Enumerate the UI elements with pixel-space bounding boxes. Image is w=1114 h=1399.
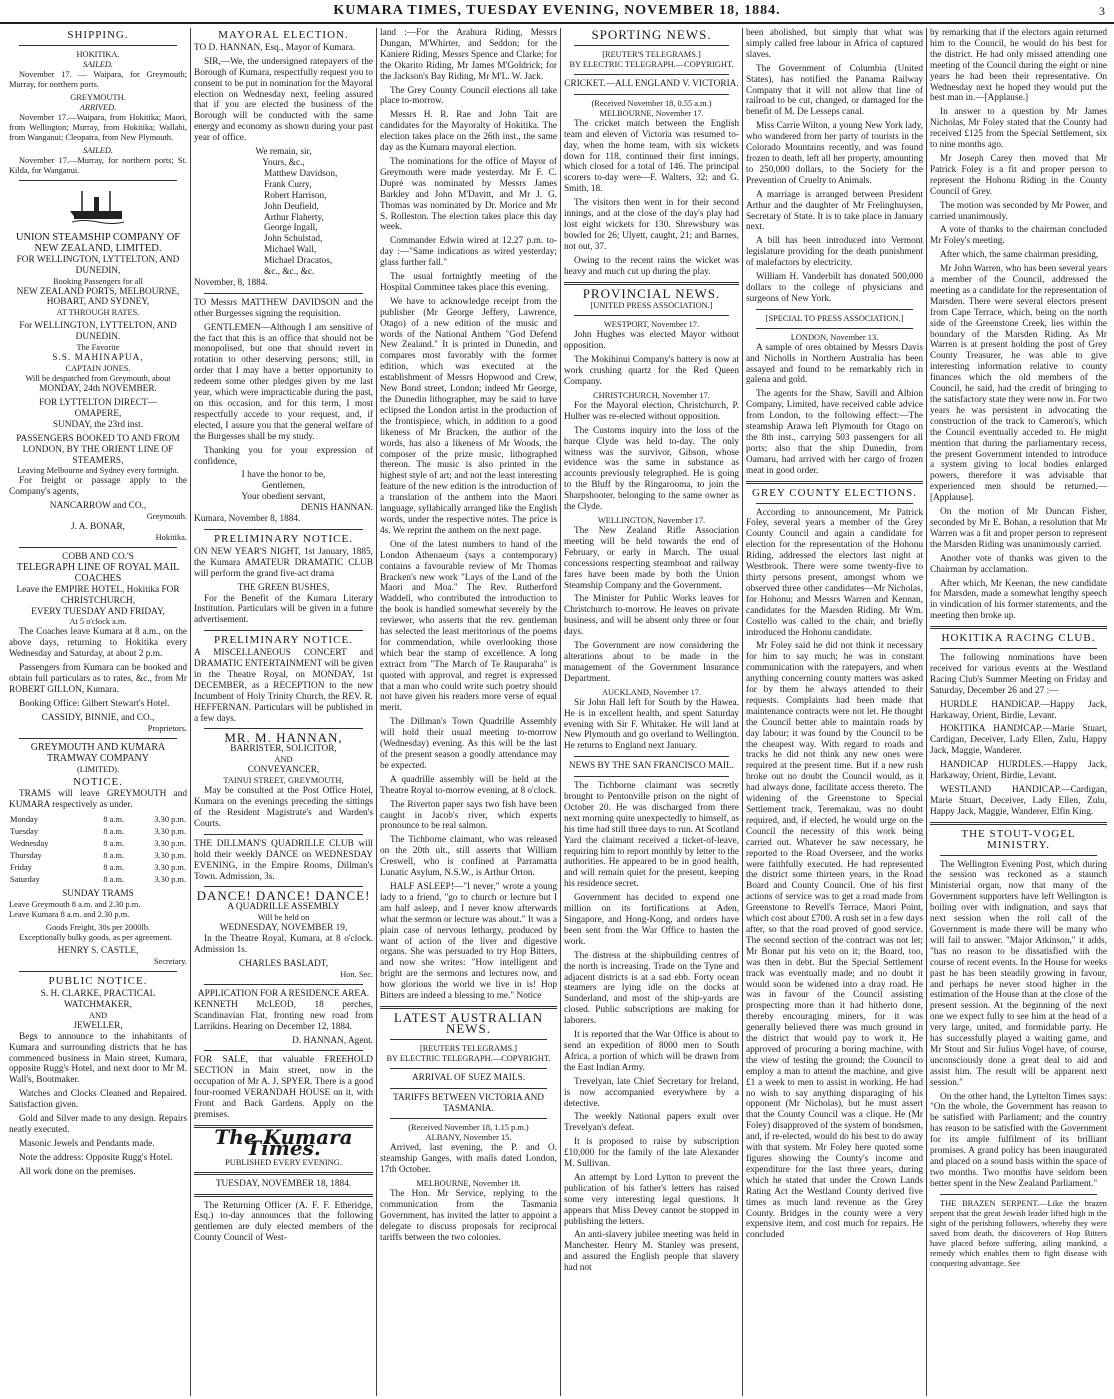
column-4 bbox=[560, 28, 742, 1396]
divider bbox=[574, 776, 729, 777]
tram-day: Wednesday bbox=[10, 839, 49, 849]
divider bbox=[19, 971, 177, 972]
hokitika-mayoralty: Messrs H. R. Rae and John Tait are candidates for the Mayoralty of Hokitika. The election takes place on the 26th inst., the same day as the Kumara mayoral election. bbox=[380, 110, 557, 154]
hannan-street: TAINUI STREET, GREYMOUTH, bbox=[223, 776, 344, 786]
tram-day: Friday bbox=[10, 863, 32, 873]
warren-text: Mr John Warren, who has been several years a member of the Council, addressed the meeting as a candidate for the representation of Marsden. There were several electors present from Cape Terrace, which, being on the north side of the Greenstone Creek, lies within the boundary of the Marsden Riding. As Mr Warren is at present holding the post of Grey County Treasurer, he was able to give interesting information relative to county finances which the old members of the Council, he said, had the credit of bringing to the satisfactory state they were now in. For two years he was persistent in advocating the construction of the track to Cameron's, which the Council eventually acceded to. He might mention that during the parliamentary recess, the present Government intended to introduce a system giving to local bodies enlarged powers, therefore it was advisable that experienced men should be returned.—[Applause]. bbox=[930, 264, 1107, 504]
tram-limited: (LIMITED). bbox=[76, 764, 120, 774]
usc-lyttelton: FOR LYTTELTON DIRECT— bbox=[39, 397, 157, 408]
sunday-trams-1: Leave Greymouth 8 a.m. and 2.30 p.m. bbox=[9, 900, 141, 910]
divider bbox=[390, 1118, 547, 1119]
sunday-trams-heading: SUNDAY TRAMS bbox=[62, 889, 134, 900]
hokitika-sailed-text: November 17. — Waipara, for Greymouth; Murray, for northern ports. bbox=[9, 69, 187, 89]
reuters-label: [REUTER'S TELEGRAMS.] bbox=[602, 49, 701, 59]
double-divider bbox=[380, 1006, 557, 1009]
divider bbox=[390, 1088, 547, 1089]
usc-ship: S.S. MAHINAPUA, bbox=[52, 353, 144, 364]
divider bbox=[574, 45, 729, 46]
another-vote-text: Another vote of thanks was given to the Chairman by acclamation. bbox=[930, 553, 1107, 575]
stout-vogel-heading: THE STOUT-VOGEL MINISTRY. bbox=[961, 827, 1076, 851]
hokitika-heading: HOKITIKA. bbox=[76, 49, 120, 59]
divider bbox=[204, 984, 363, 985]
green-bushes: THE GREEN BUSHES, bbox=[237, 582, 330, 593]
divider bbox=[756, 328, 913, 329]
reuters-label: [REUTERS TELEGRAMS.] bbox=[419, 1043, 518, 1053]
grey-elections-heading: GREY COUNTY ELECTIONS. bbox=[751, 486, 918, 499]
signer-name: Michael Wall, bbox=[264, 245, 317, 256]
tram-row bbox=[9, 826, 187, 838]
athenaeum-text: One of the latest numbers to hand of the London Athenaeum (says a contemporary) contains a favourable review of Mr Thomas Bracken's new work "Lays of the Land of the Maori and Moa." The Rev. Rutherford Waddell, who contributed the introduction to the book is handled somewhat severely by the reviewer, who asserts that the rev. gentleman has selected the least meritorious of the poems for commendation, while overlooking those which bear the stamp of excellence. A long extract from "The March of Te Rauparaha" is quoted with approval, and regret is expressed that a man who could write such poetry should not have given his readers more verse of equal merit. bbox=[380, 539, 557, 714]
greymouth-arrived-text: November 17.—Waipara, from Hokitika; Maori, from Wellington; Murray, from Hokitika; Wallabi, from Wanganui; Cleopatra, from New Plymouth. bbox=[9, 112, 187, 142]
returning-officer-text: The Returning Officer (A. F. F. Etheridge, Esq.) to-day announces that the following gentlemen are duly elected members of the County Council of West- bbox=[194, 1200, 373, 1244]
tram-day: Thursday bbox=[10, 851, 42, 861]
cobb-proprietors-title: Proprietors. bbox=[147, 723, 187, 733]
hokitika-handicap: HOKITIKA HANDICAP.—Marie Stuart, Cardigan, Deceiver, Lady Ellen, Zulu, Happy Jack, Maggie, Wanderer. bbox=[930, 724, 1107, 757]
usc-ports: NEW ZEALAND PORTS, MELBOURNE, HOBART, AND SYDNEY, bbox=[16, 286, 180, 308]
cobb-passengers: Passengers from Kumara can be booked and obtain full particulars as to rates, &c., from Mr ROBERT GILLON, Kumara. bbox=[9, 663, 187, 695]
clyde-text: The Customs inquiry into the loss of the barque Clyde was held to-day. The only witness was the survivor, Gibson, whose evidence was the same in substance as accounts previously telegraphed. He is going to the Bluff by the Ringarooma, to join the Sharpshooter, belonging to the same owner as the Clyde. bbox=[564, 425, 739, 513]
signer-name: Matthew Davidson, bbox=[264, 168, 338, 179]
signer-name: &c., &c., &c. bbox=[264, 267, 315, 278]
goods-freight: Goods Freight, 30s per 2000lb. bbox=[45, 923, 151, 933]
melbourne-dateline: MELBOURNE, November 17. bbox=[599, 108, 704, 118]
tram-pm: 3.30 p.m. bbox=[154, 851, 186, 861]
halber-text: For the Mayoral election, Christchurch, P. Hulber was re-elected without opposition. bbox=[564, 400, 739, 422]
reply-signature: DENIS HANNAN. bbox=[300, 503, 373, 514]
published-line: PUBLISHED EVERY EVENING. bbox=[225, 1157, 342, 1167]
double-divider bbox=[564, 282, 739, 285]
usc-favorite: The Favorite bbox=[76, 343, 120, 353]
cobb-days: EVERY TUESDAY AND FRIDAY, bbox=[31, 606, 165, 617]
brazen-serpent-text: THE BRAZEN SERPENT.—Like the brazen serpent that the great Jewish leader lifted high in the sight of the perishing followers, whereby they were saved from death, the discoverers of Hop Bitters have placed before suffering, ailing mankind, a remedy which enables them to fight disease with conquering advantage. See bbox=[930, 1198, 1107, 1268]
usc-title: UNION STEAMSHIP COMPANY OF NEW ZEALAND, LIMITED. bbox=[15, 231, 181, 254]
clarke-gold: Gold and Silver made to any design. Repairs neatly executed. bbox=[9, 1114, 187, 1135]
dance-heading: DANCE! DANCE! DANCE! bbox=[196, 888, 371, 904]
usc-agent-1: NANCARROW and CO., bbox=[49, 501, 147, 512]
tram-pm: 3.30 p.m. bbox=[154, 827, 186, 837]
wellington-dateline: WELLINGTON, November 17. bbox=[597, 516, 706, 525]
london-dateline: LONDON, November 13. bbox=[790, 332, 879, 342]
dance-date: WEDNESDAY, NOVEMBER 19, bbox=[219, 923, 348, 934]
usc-passengers: PASSENGERS BOOKED TO AND FROM LONDON, BY THE ORIENT LINE OF STEAMERS, bbox=[16, 433, 180, 466]
albany-dateline: ALBANY, November 15. bbox=[425, 1133, 512, 1143]
divider bbox=[204, 630, 363, 631]
arrived-label: ARRIVED. bbox=[79, 102, 117, 112]
quadrille-text: A quadrille assembly will be held at the Theatre Royal to-morrow evening, at 8 o'clock. bbox=[380, 774, 557, 796]
racing-heading: HOKITIKA RACING CLUB. bbox=[941, 632, 1096, 645]
agents-text: The agents for the Shaw, Savill and Albion Company, Limited, have received cable advice from London, to the following effect:—The steamship Arawa left Plymouth for Otago on the 8th inst., carrying 503 passengers for all ports; also that the ship Dunedin, from Oamaru, had arrived with her cargo of frozen meat in good order. bbox=[746, 389, 923, 476]
sporting-heading: SPORTING NEWS. bbox=[591, 28, 712, 42]
reply-gentlemen: Gentlemen, bbox=[261, 481, 306, 492]
public-notice-heading: PUBLIC NOTICE. bbox=[48, 975, 148, 988]
hannan-and: AND bbox=[274, 755, 293, 765]
racing-intro: The following nominations have been received for various events at the Westland Racing Club's Summer Meeting on Friday and Saturday, December 26 and 27 :— bbox=[930, 653, 1107, 696]
divider bbox=[19, 738, 177, 739]
tram-am: 8 a.m. bbox=[103, 827, 125, 837]
clarke-text: Begs to announce to the inhabitants of Kumara and surrounding districts that he has commenced business in Main street, Kumara, opposite Rugg's Hotel, and next door to Mr M. Wall's, Bootmaker. bbox=[9, 1031, 187, 1086]
melbourne-text: The Hon. Mr Service, replying to the communication from the Tasmania Government, has invited the latter to appoint a delegate to discuss proposals for reciprocal tariffs between the two colonies. bbox=[380, 1189, 557, 1243]
tram-notice: NOTICE. bbox=[72, 775, 124, 788]
tariffs-heading: TARIFFS BETWEEN VICTORIA AND TASMANIA. bbox=[392, 1092, 545, 1114]
usc-leaving: Leaving Melbourne and Sydney every fortnight. bbox=[17, 466, 179, 476]
held-on: Will be held on bbox=[257, 913, 310, 923]
usc-for-1: FOR WELLINGTON, LYTTELTON, AND DUNEDIN, bbox=[16, 254, 180, 276]
tram-day: Monday bbox=[10, 815, 38, 825]
cobb-title: TELEGRAPH LINE OF ROYAL MAIL COACHES bbox=[16, 561, 180, 584]
mayoral-heading: MAYORAL ELECTION. bbox=[218, 29, 349, 41]
usc-for-2: For WELLINGTON, LYTTELTON, AND DUNEDIN. bbox=[19, 321, 177, 343]
dillman-assembly: The Dillman's Town Quadrille Assembly will hold their usual meeting to-morrow (Wednesday) evening. As this will be the last of the present season a goodly attendance may be expected. bbox=[380, 717, 557, 771]
divider bbox=[756, 309, 913, 310]
steamship-icon bbox=[68, 187, 128, 227]
double-divider bbox=[194, 1194, 373, 1197]
clarke-masonic: Masonic Jewels and Pendants made. bbox=[19, 1138, 155, 1149]
remain: We remain, sir, bbox=[255, 147, 312, 158]
wilton-text: Miss Carrie Wilton, a young New York lady, who wandered from her party of tourists in the Colorado Mountains recently, and was found frozen to death, left all her property, amounting to 250,000 dollars, to the Society for the Prevention of Cruelty to Animals. bbox=[746, 121, 923, 186]
suez-heading: ARRIVAL OF SUEZ MAILS. bbox=[411, 1072, 526, 1083]
cobb-text: The Coaches leave Kumara at 8 a.m., on the above days, returning to Hokitika every Wednesday and Saturday, at about 2 p.m. bbox=[9, 627, 187, 660]
anthem-text: We have to acknowledge receipt from the publisher (Mr George Jeffery, Lawrence, Otago) of a new edition of the music and words of the National Anthem "God Defend New Zealand." It is printed in Dunedin, and compares most favorably with the former edition, which was executed at the establishment of Messrs Hopwood and Crew, New Bond street, London; indeed Mr George, the Dunedin lithographer, may be said to have eclipsed the London artist in the production of the frontispiece, which, in addition to a good likeness of Mr Bracken, the author of the words, has also a likeness of Mr Woods, the composer of the prize music, lithographed thereon. The music is also printed in the highest style of art; and not the least interesting feature of the new edition is the introduction of a translation of the anthem into the Maori language, syllabically arranged like the English words, under the respective notes. The price is 4s. We reprint the anthem on the next page. bbox=[380, 296, 557, 536]
cricket-text: The cricket match between the English team and eleven of Victoria was resumed to-day, when the home team, with six wickets down for 118, continued their first innings, which closed for a total of 146. The principal scorers to-day were—F. Walters, 32; and G. Smith, 18. bbox=[564, 118, 739, 195]
trevelyan-text: Trevelyan, late Chief Secretary for Ireland, is now accompanied everywhere by a detective. bbox=[564, 1076, 739, 1109]
slavery-text: An anti-slavery jubilee meeting was held in Manchester. Henry M. Stanley was present, and assured the English people that slavery had not bbox=[564, 1230, 739, 1274]
tichborne-text: The Tichborne claimant, who was released on the 20th ult., still asserts that William Creswell, who is confined at Parramatta Lunatic Asylum, N.S.W., is Arthur Orton. bbox=[380, 835, 557, 879]
westland-handicap: WESTLAND HANDICAP.—Cardigan, Marie Stuart, Deceiver, Lady Ellen, Zulu, Happy Jack, Maggie, Wanderer, Elfin King. bbox=[930, 785, 1107, 817]
clarke-premises: All work done on the premises. bbox=[19, 1166, 136, 1177]
hospital-meeting: The usual fortnightly meeting of the Hospital Committee takes place this evening. bbox=[380, 272, 557, 293]
tram-timetable bbox=[9, 814, 187, 886]
usc-agent-2: J. A. BONAR, bbox=[71, 522, 125, 533]
usc-rates: AT THROUGH RATES. bbox=[56, 308, 140, 318]
cricket-heading: CRICKET.—ALL ENGLAND V. VICTORIA. bbox=[564, 78, 739, 89]
benefit-text: For the Benefit of the Kumara Literary Institution. Particulars will be given in a future advertisement. bbox=[194, 593, 373, 626]
divider bbox=[940, 1194, 1097, 1195]
upa-label: [UNITED PRESS ASSOCIATION.] bbox=[590, 301, 713, 311]
paper-logo: The Kumara Times. bbox=[214, 1124, 353, 1160]
columbia-text: The Government of Columbia (United States), has notified the Panama Railway Company that it will not allow that line of railroad to be cut, changed, or damaged for the benefit of M. De Lesseps canal. bbox=[746, 63, 923, 118]
masthead-title: KUMARA TIMES, TUESDAY EVENING, NOVEMBER 18, 1884. bbox=[333, 3, 781, 18]
divider bbox=[204, 886, 363, 887]
castle-title: Secretary. bbox=[153, 957, 187, 967]
divider bbox=[574, 756, 729, 757]
castle-name: HENRY S. CASTLE, bbox=[57, 946, 139, 957]
sunday-trams-2: Leave Kumara 8 a.m. and 2.30 p.m. bbox=[9, 910, 130, 920]
tram-day: Saturday bbox=[10, 875, 40, 885]
signers-list bbox=[194, 169, 373, 278]
handicap-hurdles: HANDICAP HURDLES.—Happy Jack, Harkaway, Orient, Birdie, Levant. bbox=[930, 760, 1107, 782]
grey-council: The Grey County Council elections all take place to-morrow. bbox=[380, 85, 557, 107]
reply-honor: I have the honor to be, bbox=[241, 470, 326, 481]
mokihinui-text: The Mokihinui Company's battery is now at work crushing quartz for the Red Queen Company. bbox=[564, 355, 739, 388]
minister-text: The Minister for Public Works leaves for Christchurch to-morrow. He leaves on private business, and will be absent only three or four days. bbox=[564, 594, 739, 638]
usc-freight: For freight or passage apply to the Company's agents, bbox=[9, 476, 187, 498]
westport-dateline: WESTPORT, November 17. bbox=[603, 320, 700, 330]
usc-captain: CAPTAIN JONES. bbox=[65, 364, 131, 374]
rain-text: Owing to the recent rains the wicket was heavy and much cut up during the play. bbox=[564, 255, 739, 277]
received-time: (Received November 18, 0.55 a.m.) bbox=[591, 98, 712, 108]
clarke-address: Note the address: Opposite Rugg's Hotel. bbox=[19, 1152, 173, 1163]
double-divider bbox=[930, 626, 1107, 629]
divider bbox=[390, 1039, 547, 1040]
seconded-text: The motion was seconded by Mr Power, and carried unanimously. bbox=[930, 200, 1107, 222]
greymouth-sailed-text: November 17.—Murray, for northern ports; St. Kilda, for Wanganui. bbox=[9, 155, 187, 175]
albany-text: Arrived, last evening, the P. and O. steamship Ganges, with mails dated London, 17th October. bbox=[380, 1143, 557, 1176]
after-text: After which, the same chairman presiding, bbox=[940, 250, 1099, 261]
dance-text: In the Theatre Royal, Kumara, at 8 o'clock. Admission 1s. bbox=[194, 934, 373, 956]
subscription-text: It is proposed to raise by subscription £10,000 for the family of the late Alexander M. Sullivan. bbox=[564, 1137, 739, 1170]
tram-am: 8 a.m. bbox=[103, 851, 125, 861]
clarke-jeweller: JEWELLER, bbox=[73, 1020, 123, 1031]
greymouth-nominations: The nominations for the office of Mayor of Greymouth were made yesterday. Mr F. C. Dupré was nominated by Messrs James Barkley and John M'Davitt, and Mr J. G. Thomas was nominated by Dr. Morice and Mr S. Rolleston. The election takes place this day week. bbox=[380, 156, 557, 233]
tram-am: 8 a.m. bbox=[103, 863, 125, 873]
distress-text: The distress at the shipbuilding centres of the north is increasing. Trade on the Tyne and adjacent districts is at a sad ebb. Forty ocean steamers are lying idle on the docks at Sunderland, and most of the ship-yards are closed. Public subscriptions are making for laborers. bbox=[564, 950, 739, 1027]
tram-am: 8 a.m. bbox=[103, 815, 125, 825]
war-office-text: It is reported that the War Office is about to send an expedition of 8000 men to South Africa, a portion of which will be drawn from the East Indian Army. bbox=[564, 1030, 739, 1073]
ores-text: A sample of ores obtained by Messrs Davis and Nicholls in Northern Australia has been assayed and found to be remarkably rich in galena and gold. bbox=[746, 342, 923, 386]
divider bbox=[204, 293, 363, 294]
carey-motion: Mr Joseph Carey then moved that Mr Patrick Foley is a fit and proper person to represent the Hohonu Riding in the County Council of Grey. bbox=[930, 153, 1107, 197]
signer-name: Robert Harrison, bbox=[264, 190, 327, 201]
baslad-name: CHARLES BASLADT, bbox=[238, 958, 329, 969]
date-line: TUESDAY, NOVEMBER 18, 1884. bbox=[215, 1178, 352, 1189]
signer-name: Arthur Flaherty, bbox=[264, 212, 324, 223]
columns bbox=[6, 28, 1110, 1396]
hughes-text: John Hughes was elected Mayor without opposition. bbox=[564, 330, 739, 352]
column-1 bbox=[6, 28, 190, 1396]
hannan-text: May be consulted at the Post Office Hotel, Kumara on the evenings preceding the sittings of the Resident Magistrate's and Warden's Courts. bbox=[194, 786, 373, 829]
cobb-heading: COBB AND CO.'S bbox=[62, 552, 134, 563]
tichborne-prison: The Tichborne claimant was secretly brought to Pentonville prison on the night of October 20. He was discharged from there next morning quite unexpectedly to himself, as his time had still three days to run. At Scotland Yard the claimant received a ticket-of-leave, requiring him to report monthly by letter to the authorities. He appeared to be in good health, and will remain quiet for the present, keeping his residence secret. bbox=[564, 781, 739, 890]
visitors-text: The visitors then went in for their second innings, and at the close of the day's play had lost eight wickets for 130. Shrewsbury was bowled for 26; Ulyett, caught, 21; and Barnes, not out, 37. bbox=[564, 198, 739, 252]
tram-pm: 3.30 p.m. bbox=[154, 863, 186, 873]
half-asleep-text: HALF ASLEEP!—"I never," wrote a young lady to a friend, "go to church or lecture but I am half asleep, and I never know afterwards what the sermon or lecture was about." It was a plain case of nervous lethargy, produced by want of action of the liver and digestive organs. She was persuaded to try Hop Bitters, and now she writes: "How intelligent and bright are the sermons and lectures now, and how glorious the world we live in is! Hop Bitters are indeed a blessing to me." Notice bbox=[380, 881, 557, 1002]
cobb-office: Booking Office: Gilbert Stewart's Hotel. bbox=[19, 698, 170, 709]
column-6 bbox=[926, 28, 1110, 1396]
tram-title: GREYMOUTH AND KUMARA TRAMWAY COMPANY bbox=[30, 741, 166, 764]
reply-text: GENTLEMEN—Although I am sensitive of the fact that this is an office that should not be monopolised, but one that should revert in rotation to other deserving persons; still, in order that I may have a better opportunity to redeem some other pledges given by me last year, which were impracticable during the past, on this occasion, and for this term, I most respectfully accede to your request, and, if elected, I assure you that the general welfare of the Burgesses shall be my study. bbox=[194, 322, 373, 442]
foley-answer: In answer to a question by Mr James Nicholas, Mr Foley stated that the County had received £125 from the Special Settlement, six to nine months ago. bbox=[930, 107, 1107, 151]
signer-name: Michael Dracatos, bbox=[264, 256, 333, 267]
divider bbox=[756, 503, 913, 504]
cobb-leave: Leave the EMPIRE HOTEL, Hokitika FOR CHRISTCHURCH, bbox=[16, 584, 180, 606]
fisher-text: On the motion of Mr Duncan Fisher, seconded by Mr E. Bohan, a resolution that Mr Warren was a fit and proper person to represent the Marsden Riding was unanimously carried. bbox=[930, 507, 1107, 550]
greymouth-heading: GREYMOUTH. bbox=[70, 92, 126, 102]
divider bbox=[574, 74, 729, 75]
divider bbox=[204, 529, 363, 530]
divider bbox=[574, 94, 729, 95]
westland-elected: land :—For the Arahura Riding, Messrs Dungan, M'Whirter, and Seddon; for the Kaniere Riding, Messrs Spence and Clarke; for the Okarito Riding, Mr James M'Goldrick; for the Jackson's Bay Riding, Mr M'L. W. Jack. bbox=[380, 28, 557, 82]
page-number: 3 bbox=[1099, 4, 1106, 18]
to-hannan: TO D. HANNAN, Esq., Mayor of Kumara. bbox=[194, 42, 356, 53]
tram-pm: 3.30 p.m. bbox=[154, 815, 186, 825]
grey-text-2: Mr Foley said he did not think it necessary for him to say much; he was in constant communication with the ratepayers, and when anything concerning county matters was asked for by them he always attended to their requests. Complaints had been made that maintenance contracts were not let. He thought the Council better able to maintain roads by day labour; it was found by the Council to be the cheapest way. With regard to roads and tracks he did not think any new ones were required at the present time. But if a new rush broke out no doubt the Council would, as it had always done, facilitate access thereto. The widening of the Greenstone to Special Settlement track, Teremakau, was no doubt required, and, if elected, he would urge on the Council the necessity of this work being carried out. Whatever he saw necessary, he reported to the Road Overseer, and the works were faithfully executed. He had represented the district some thirteen years, in the Road Board and County Council. One of his first actions of service was to get a road made from Greenstone to Revell's Terrace, Maori Point, which cost about £700. A rush set in a few days after, so that the road proved of good service. The second section of the contract was not let; Mr Bonar put his veto on it; the Board, too, was then in debt. But the Special Settlement track was eventually made; and no doubt it would soon be widened into a dray road. He was in favour of the Council assisting prospecting more than it had hitherto done, thereby encouraging miners, for it was generally believed there was much ground in the district that would pay to work it. He approved of procuring a boring machine, with the view of testing the ground; the Council to employ a man to attend the machine, and give £1 a week to men to assist in working. He had no wish to say anything disparaging of his opponent (Mr Nicholas), but he must assert that the County Council was a clique. He (Mr Foley) disapproved of the system of bondsmen, and, if re-elected, would do his best to do away with that system. Mr Foley here quoted some figures showing the County's income and expenditure for the last three years, during which he stated that under the Crown Lands Rating Act the Westland County derived five times as much land revenue as the Grey County. Bridges in the county were a very expensive item, and cost much for repairs. He concluded bbox=[746, 641, 923, 1241]
keenan-text: After which, Mr Keenan, the new candidate for Marsden, made a somewhat lengthy speech in vindication of his former statements, and the meeting then broke up. bbox=[930, 578, 1107, 622]
hannan-title: BARRISTER, SOLICITOR, bbox=[230, 744, 337, 755]
cobb-time: At 5 o'clock a.m. bbox=[69, 617, 127, 627]
clarke-and: AND bbox=[88, 1010, 108, 1020]
shipping-heading: SHIPPING. bbox=[67, 29, 129, 41]
tram-text: TRAMS will leave GREYMOUTH and KUMARA respectively as under. bbox=[9, 789, 187, 811]
column-5 bbox=[742, 28, 926, 1396]
edwin-weather: Commander Edwin wired at 12.27 p.m. to-day :—"Same indications as wired yesterday; glass further fall." bbox=[380, 236, 557, 269]
divider bbox=[19, 180, 177, 181]
masthead bbox=[0, 0, 1114, 24]
tram-row bbox=[9, 874, 187, 886]
aden-text: Government has decided to expend one million on its fortifications at Aden, Singapore, and Hong-Kong, and orders have been sent from the War Office to hasten the work. bbox=[564, 893, 739, 947]
divider bbox=[390, 1068, 547, 1069]
dillman-club-text: THE DILLMAN'S QUADRILLE CLUB will hold their weekly DANCE on WEDNESDAY EVENING, in the Empire Rooms, Dillman's Town. Admission, 3s. bbox=[194, 838, 373, 882]
riverton-text: The Riverton paper says two fish have been caught in Jacob's river, which experts pronounce to be real salmon. bbox=[380, 799, 557, 832]
tram-am: 8 a.m. bbox=[103, 875, 125, 885]
divider bbox=[204, 728, 363, 729]
agent-signature: D. HANNAN, Agent. bbox=[292, 1035, 373, 1046]
clarke-watches: Watches and Clocks Cleaned and Repaired. Satisfaction given. bbox=[9, 1089, 187, 1111]
tram-row bbox=[9, 814, 187, 826]
foley-remarks: by remarking that if the electors again returned him to the Council, he would do his best for the district. He had only missed attending one meeting of the Council during the eight or nine years he had been their representative. On Wednesday next he hoped they would put the best man in.—[Applause.] bbox=[930, 28, 1107, 104]
requisition-date: November, 8, 1884. bbox=[194, 277, 268, 288]
electric-label: BY ELECTRIC TELEGRAPH.—COPYRIGHT. bbox=[386, 1053, 551, 1063]
bulky-goods: Exceptionally bulky goods, as per agreement. bbox=[19, 933, 172, 943]
electric-label: BY ELECTRIC TELEGRAPH.—COPYRIGHT. bbox=[569, 59, 734, 69]
vermont-text: A bill has been introduced into Vermont legislature providing for the death punishment of malefactors by electricity. bbox=[746, 236, 923, 269]
slavery-continued: been abolished, but simply that what was simply called free labour in Africa of captured slaves. bbox=[746, 28, 923, 60]
special-label: [SPECIAL TO PRESS ASSOCIATION.] bbox=[765, 313, 904, 323]
tram-pm: 3.30 p.m. bbox=[154, 875, 186, 885]
signer-name: John Schulstad, bbox=[264, 234, 323, 245]
usc-omapere: OMAPERE, bbox=[74, 408, 122, 419]
double-divider bbox=[194, 1172, 373, 1175]
latest-heading: LATEST AUSTRALIAN NEWS. bbox=[393, 1009, 544, 1036]
mcleod-text: KENNETH McLEOD, 18 perches, Scandinavian Flat, fronting new road from Larrikins. Hearing on December 12, 1884. bbox=[194, 999, 373, 1032]
divider bbox=[940, 648, 1097, 649]
preliminary-heading-2: PRELIMINARY NOTICE. bbox=[214, 634, 353, 647]
sf-heading: NEWS BY THE SAN FRANCISCO MAIL. bbox=[568, 761, 735, 772]
usc-date: MONDAY, 24th NOVEMBER. bbox=[39, 384, 157, 395]
reply-thanks: Thanking you for your expression of confidence, bbox=[194, 445, 373, 467]
usc-booking: Booking Passengers for all bbox=[52, 276, 144, 286]
usc-agent-1-place: Greymouth. bbox=[146, 512, 187, 522]
provincial-heading: PROVINCIAL NEWS. bbox=[582, 285, 721, 301]
marriage-text: A marriage is arranged between President Arthur and the daughter of Mr Frelinghuysen, Secretary of State. It is to take place in January next. bbox=[746, 189, 923, 233]
new-year-text: ON NEW YEAR'S NIGHT, 1st January, 1885, the Kumara AMATEUR DRAMATIC CLUB will perform the grand five-act drama bbox=[194, 546, 373, 579]
reply-obedient: Your obedient servant, bbox=[241, 492, 326, 503]
clarke-heading: S. H. CLARKE, PRACTICAL WATCHMAKER, bbox=[40, 988, 156, 1010]
cobb-proprietors: CASSIDY, BINNIE, and CO., bbox=[41, 712, 155, 723]
tram-day: Tuesday bbox=[10, 827, 39, 837]
application-heading: APPLICATION FOR A RESIDENCE AREA. bbox=[197, 988, 370, 999]
melbourne-dateline: MELBOURNE, November 18. bbox=[416, 1179, 521, 1189]
column-3 bbox=[376, 28, 560, 1396]
signer-name: George Ingall, bbox=[264, 223, 318, 234]
tram-row bbox=[9, 850, 187, 862]
received-time: (Received November 18, 1.15 p.m.) bbox=[408, 1123, 529, 1133]
sailed-label-2: SAILED. bbox=[82, 145, 113, 155]
reply-date: Kumara, November 8, 1884. bbox=[194, 514, 301, 525]
auckland-dateline: AUCKLAND, November 17. bbox=[601, 687, 702, 697]
hurdle-handicap: HURDLE HANDICAP.—Happy Jack, Harkaway, Orient, Birdie, Levant. bbox=[930, 699, 1107, 721]
divider bbox=[19, 547, 177, 548]
concert-text: A MISCELLANEOUS CONCERT and DRAMATIC ENTERTAINMENT will be given in the Theatre Royal, on MONDAY, 1st DECEMBER, as a RECEPTION to the new Incumbent of Holy Trinity Church, the REV. R. HEFFERNAN. Particulars will be published in a few days. bbox=[194, 648, 373, 724]
stout-text-2: On the other hand, the Lyttelton Times says: "On the whole, the Government has reason to be satisfied with Parliament; and the country has reason to be satisfied with the Government for its ample fulfilment of its brilliant promises. A grand policy has been inaugurated and placed on a sound basis within the space of two months. Two months have seldom been better spent in the New Zealand Parliament." bbox=[930, 1091, 1107, 1189]
lytton-text: An attempt by Lord Lytton to prevent the publication of his father's letters has raised some very interesting legal questions. It appears that Miss Devey cannot be stopped in publishing the letters. bbox=[564, 1172, 739, 1227]
preliminary-heading: PRELIMINARY NOTICE. bbox=[214, 532, 353, 545]
hannan-name: MR. M. HANNAN, bbox=[224, 730, 343, 746]
weekly-text: The weekly National papers exult over Trevelyan's defeat. bbox=[564, 1112, 739, 1134]
grey-text-1: According to announcement, Mr Patrick Foley, several years a member of the Grey County Council and again a candidate for election for the representation of the Hohonu Riding, addressed the electors last night at Westbrook. There were some twenty-five to thirty persons present, amongst whom we observed three other candidates—Mr Nicholas, for Hohonu; and Messrs Warren and Kennan, candidates for the Marsden Riding. Mr Wm. Costello was called to the chair, and briefly introduced the Hohonu candidate. bbox=[746, 507, 923, 638]
vanderbilt-text: William H. Vanderbilt has donated 500,000 dollars to the college of physicians and surgeons of New York. bbox=[746, 272, 923, 304]
hall-text: Sir John Hall left for South by the Hawea. He is in excellent health, and spent Saturday evening with Sir F. Whitaker. He will land at New Plymouth and go overland to Wellington. He returns to England next January. bbox=[564, 697, 739, 752]
usc-despatch: Will be despatched from Greymouth, about bbox=[25, 374, 171, 384]
divider bbox=[204, 834, 363, 835]
baslad-title: Hon. Sec. bbox=[340, 969, 373, 979]
sailed-label: SAILED. bbox=[82, 59, 113, 69]
rifle-text: The New Zealand Rifle Association meeting will be held towards the end of February, or early in March. The usual concessions respecting steamboat and railway fares have been made by both the Union Steamship Company and the Government. bbox=[564, 526, 739, 591]
divider bbox=[204, 1050, 363, 1051]
tram-am: 8 a.m. bbox=[103, 839, 125, 849]
divider bbox=[574, 315, 729, 316]
mayoral-text: SIR,—We, the undersigned ratepayers of the Borough of Kumara, respectfully request you to consent to be put in nomination for the Mayoral election on Wednesday next, feeling assured that if you are elected the business of the Borough will be conducted with the same energy and economy as shown during your past year of office. bbox=[194, 56, 373, 144]
vote-text: A vote of thanks to the chairman concluded Mr Foley's meeting. bbox=[930, 225, 1107, 247]
divider bbox=[940, 855, 1097, 856]
yours: Yours, &c., bbox=[262, 157, 305, 168]
divider bbox=[19, 45, 177, 46]
tram-row bbox=[9, 862, 187, 874]
signer-name: Frank Curry, bbox=[264, 179, 312, 190]
column-2 bbox=[190, 28, 376, 1396]
sale-text: FOR SALE, that valuable FREEHOLD SECTION in Main street, now in the occupation of Mr A. J. SPYER. There is a good four-roomed VERANDAH HOUSE on it, with Front and Back Gardens. Apply on the premises. bbox=[194, 1055, 373, 1120]
hannan-conveyancer: CONVEYANCER, bbox=[247, 765, 320, 776]
tram-row bbox=[9, 838, 187, 850]
double-divider bbox=[930, 822, 1107, 825]
quadrille-assembly: A QUADRILLE ASSEMBLY bbox=[227, 902, 340, 913]
signer-name: John Deufield, bbox=[264, 201, 319, 212]
double-divider bbox=[746, 481, 923, 484]
christchurch-dateline: CHRISTCHURCH, November 17. bbox=[593, 390, 710, 400]
tram-pm: 3.30 p.m. bbox=[154, 839, 186, 849]
reply-heading: TO Messrs MATTHEW DAVIDSON and the other Burgesses signing the requisition. bbox=[194, 297, 373, 319]
stout-text-1: The Wellington Evening Post, which during the session was reckoned as a staunch Ministerial organ, now that many of the Government supporters have left Wellington is boiling over with indignation, and says that next session when the roll call of the Government is made there will be many who will fail to answer. "Major Atkinson," it adds, "has no reason to be dissatisfied with the course of recent events. In the House for weeks past he has been steadily growing in favour, and perhaps he never stood higher in the estimation of the House than at the close of the present session. At the beginning of the next one we expect fully to see him at the head of a very large, united, and formidable party. He has successfully played a waiting game, and Mr Stout and Sir Julius Vogel have, of course, unconsciously done a great deal to aid and assist him. The result will be apparent next session." bbox=[930, 859, 1107, 1088]
usc-sunday: SUNDAY, the 23rd inst. bbox=[52, 419, 144, 430]
govt-text: The Government are now considering the alterations about to be made in the management of the Government Insurance Department. bbox=[564, 641, 739, 684]
usc-agent-2-place: Hokitika. bbox=[155, 533, 187, 543]
